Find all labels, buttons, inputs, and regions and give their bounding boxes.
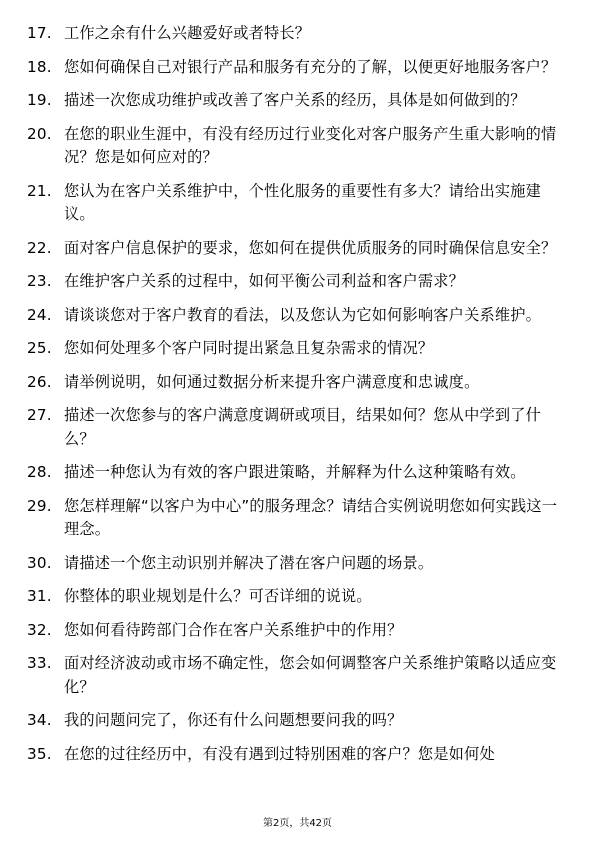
question-text: 描述一种您认为有效的客户跟进策略，并解释为什么这种策略有效。: [64, 463, 526, 481]
question-item: [27, 404, 567, 451]
question-number: 21.: [27, 181, 52, 200]
question-item: [27, 180, 567, 227]
question-item: [27, 743, 567, 767]
question-number: 35.: [27, 744, 52, 763]
question-text: 你整体的职业规划是什么？可否详细的说说。: [64, 587, 372, 605]
question-number: 30.: [27, 553, 52, 572]
page-footer: [0, 817, 595, 831]
question-text: 请描述一个您主动识别并解决了潜在客户问题的场景。: [64, 553, 434, 572]
question-text: 您如何看待跨部门合作在客户关系维护中的作用？: [64, 620, 403, 639]
question-number: 31.: [27, 587, 52, 605]
question-text: 面对经济波动或市场不确定性，您会如何调整客户关系维护策略以适应变化？: [64, 654, 557, 696]
question-number: 24.: [27, 305, 52, 324]
question-text: 请举例说明，如何通过数据分析来提升客户满意度和忠诚度。: [64, 372, 480, 391]
question-item: [27, 56, 567, 80]
question-number: 20.: [27, 124, 52, 143]
question-item: [27, 89, 567, 113]
question-item: [27, 585, 567, 609]
question-number: 25.: [27, 339, 52, 357]
question-text: 请谈谈您对于客户教育的看法，以及您认为它如何影响客户关系维护。: [64, 305, 542, 324]
question-item: [27, 495, 567, 542]
question-text: 描述一次您参与的客户满意度调研或项目，结果如何？您从中学到了什么？: [64, 406, 542, 448]
page-number-label: 第2页，共42页: [262, 818, 333, 829]
question-item: [27, 270, 567, 294]
question-number: 33.: [27, 654, 52, 672]
question-text: 您如何处理多个客户同时提出紧急且复杂需求的情况？: [64, 339, 434, 357]
question-item: [27, 461, 567, 485]
question-text: 面对客户信息保护的要求，您如何在提供优质服务的同时确保信息安全？: [64, 238, 557, 257]
question-item: [27, 552, 567, 576]
question-number: 34.: [27, 711, 52, 729]
question-text: 您认为在客户关系维护中，个性化服务的重要性有多大？请给出实施建议。: [64, 181, 542, 223]
question-item: [27, 22, 567, 46]
question-item: [27, 709, 567, 733]
question-text: 在您的过往经历中，有没有遇到过特别困难的客户？您是如何处: [64, 744, 495, 763]
question-number: 28.: [27, 463, 52, 481]
question-number: 23.: [27, 272, 52, 290]
question-item: [27, 337, 567, 361]
question-item: [27, 371, 567, 395]
question-number: 32.: [27, 620, 52, 639]
question-item: [27, 237, 567, 261]
question-text: 您怎样理解“以客户为中心”的服务理念？请结合实例说明您如何实践这一理念。: [64, 496, 558, 538]
question-number: 29.: [27, 496, 52, 515]
question-item: [27, 304, 567, 328]
question-number: 18.: [27, 57, 52, 76]
question-number: 17.: [27, 24, 52, 42]
question-item: [27, 123, 567, 170]
question-text: 我的问题问完了，你还有什么问题想要问我的吗？: [64, 711, 403, 729]
question-list: [27, 22, 567, 776]
question-text: 在您的职业生涯中，有没有经历过行业变化对客户服务产生重大影响的情况？您是如何应对的？: [64, 124, 557, 166]
question-item: [27, 619, 567, 643]
question-number: 19.: [27, 91, 52, 109]
question-number: 26.: [27, 372, 52, 391]
question-text: 描述一次您成功维护或改善了客户关系的经历，具体是如何做到的？: [64, 91, 526, 109]
question-number: 27.: [27, 406, 52, 424]
question-text: 工作之余有什么兴趣爱好或者特长？: [64, 24, 311, 42]
question-text: 在维护客户关系的过程中，如何平衡公司利益和客户需求？: [64, 272, 465, 290]
question-text: 您如何确保自己对银行产品和服务有充分的了解，以便更好地服务客户？: [64, 57, 557, 76]
question-item: [27, 652, 567, 699]
question-number: 22.: [27, 238, 52, 257]
